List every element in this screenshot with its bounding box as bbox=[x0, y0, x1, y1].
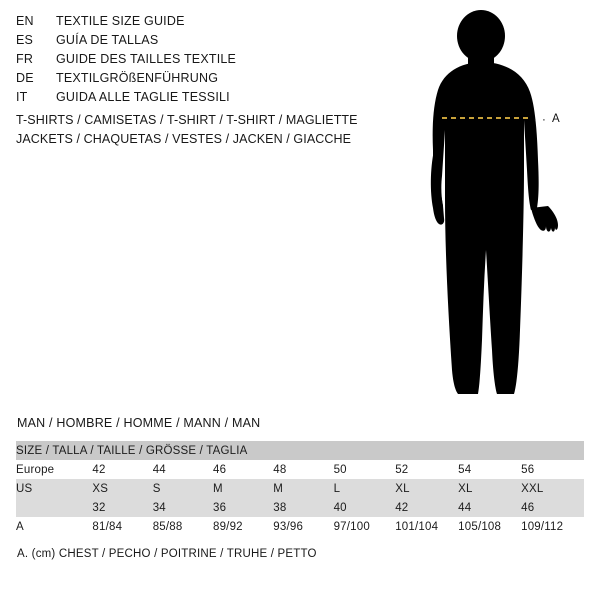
row-value: 97/100 bbox=[333, 520, 370, 533]
row-value: 101/104 bbox=[395, 520, 439, 533]
row-value: 46 bbox=[521, 501, 535, 514]
body-silhouette-icon bbox=[400, 10, 590, 400]
row-value: XL bbox=[458, 482, 473, 495]
row-label: Europe bbox=[16, 463, 55, 476]
language-text: GUIDA ALLE TAGLIE TESSILI bbox=[56, 90, 230, 104]
table-header-row bbox=[16, 441, 584, 460]
row-value: 40 bbox=[333, 501, 347, 514]
language-code: DE bbox=[16, 71, 34, 85]
language-code: ES bbox=[16, 33, 34, 47]
row-value: S bbox=[152, 482, 161, 495]
row-value: M bbox=[212, 482, 223, 495]
row-value: XL bbox=[395, 482, 410, 495]
measure-label-a: A bbox=[552, 113, 561, 125]
language-row bbox=[16, 33, 386, 52]
row-value: 32 bbox=[92, 501, 106, 514]
male-figure-illustration bbox=[400, 10, 590, 400]
row-value: 50 bbox=[333, 463, 347, 476]
row-value: M bbox=[273, 482, 284, 495]
row-value: 81/84 bbox=[92, 520, 123, 533]
table-header-label: SIZE / TALLA / TAILLE / GRÖSSE / TAGLIA bbox=[16, 444, 248, 457]
row-value: 46 bbox=[212, 463, 227, 476]
language-row bbox=[16, 52, 386, 71]
language-text: TEXTILE SIZE GUIDE bbox=[56, 14, 185, 28]
row-label bbox=[16, 498, 92, 517]
size-table bbox=[16, 441, 584, 536]
row-value: 109/112 bbox=[521, 520, 564, 533]
language-text: TEXTILGRÖßENFÜHRUNG bbox=[56, 71, 219, 85]
language-text: GUÍA DE TALLAS bbox=[56, 33, 159, 47]
row-value: 36 bbox=[212, 501, 227, 514]
language-guide-block bbox=[16, 14, 386, 109]
table-title: MAN / HOMBRE / HOMME / MANN / MAN bbox=[17, 416, 261, 430]
row-label: A bbox=[16, 520, 24, 533]
table-row bbox=[16, 460, 584, 479]
table-row bbox=[16, 479, 584, 498]
table-row bbox=[16, 517, 584, 536]
row-value: 34 bbox=[152, 501, 166, 514]
row-value: 93/96 bbox=[273, 520, 304, 533]
category-block bbox=[16, 111, 396, 149]
table-row bbox=[16, 498, 584, 517]
language-row bbox=[16, 14, 386, 33]
measure-leader-dashes: · · bbox=[533, 114, 547, 126]
row-value: 44 bbox=[458, 501, 472, 514]
category-line-tshirts: T-SHIRTS / CAMISETAS / T-SHIRT / T-SHIRT / MAGLIETTE bbox=[16, 113, 358, 127]
table-footnote: A. (cm) CHEST / PECHO / POITRINE / TRUHE / PETTO bbox=[17, 548, 317, 560]
row-value: 48 bbox=[273, 463, 287, 476]
category-line-jackets: JACKETS / CHAQUETAS / VESTES / JACKEN / GIACCHE bbox=[16, 132, 352, 146]
language-code: IT bbox=[16, 90, 28, 104]
row-value: 105/108 bbox=[458, 520, 502, 533]
row-value: 85/88 bbox=[152, 520, 183, 533]
language-row bbox=[16, 71, 386, 90]
row-value: XS bbox=[92, 482, 109, 495]
language-text: GUIDE DES TAILLES TEXTILE bbox=[56, 52, 237, 66]
language-code: FR bbox=[16, 52, 34, 66]
row-value: 42 bbox=[395, 501, 409, 514]
language-row bbox=[16, 90, 386, 109]
row-value: 42 bbox=[92, 463, 106, 476]
row-value: 54 bbox=[458, 463, 472, 476]
row-value: 89/92 bbox=[212, 520, 243, 533]
row-value: L bbox=[333, 482, 341, 495]
row-value: 52 bbox=[395, 463, 409, 476]
row-value: XXL bbox=[521, 482, 544, 495]
language-code: EN bbox=[16, 14, 34, 28]
row-value: 56 bbox=[521, 463, 535, 476]
row-value: 38 bbox=[273, 501, 287, 514]
row-label: US bbox=[16, 482, 33, 495]
row-value: 44 bbox=[152, 463, 166, 476]
